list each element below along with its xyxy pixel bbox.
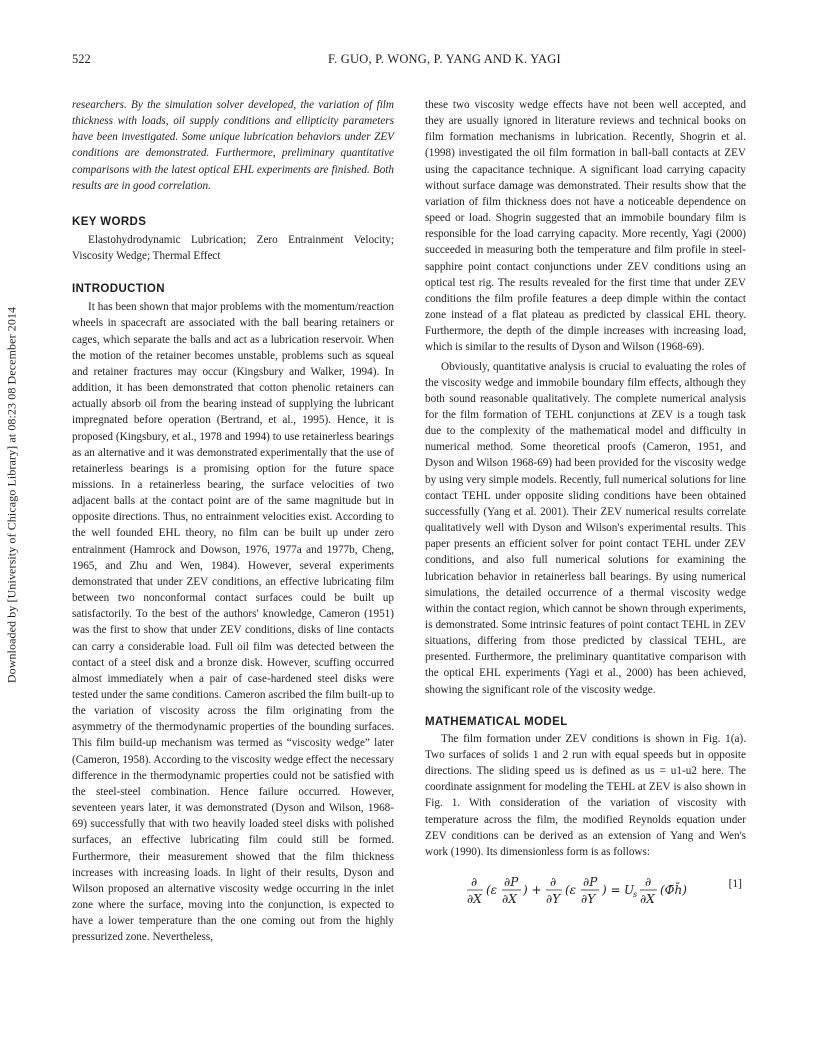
reynolds-equation [425, 864, 746, 906]
svg-text:∂Y: ∂Y [546, 892, 561, 907]
svg-text:∂X: ∂X [467, 892, 482, 907]
introduction-continuation: these two viscosity wedge effects have not been well accepted, and they are usually ignored in literature reviews and technical books on film formation mechanisms in lubrication. Recently, Shogrin et al. (1998) investigated the oil film formation in ball-ball contacts at ZEV using the capacitance technique. A significant load carrying capacity without surface damage was demonstrated. Their results show that the variation of film thickness does not have a noticeable dependence on speed or load. Shogrin suggested that an immobile boundary film is responsible for the load carrying capacity. More recently, Yagi (2000) succeeded in measuring both the temperature and film profile in steel-sapphire point contact conjunctions under ZEV conditions using an optical test rig. The results revealed for the first time that under ZEV conditions the film profile features a deep dimple within the contact zone instead of a flat plateau as predicted by classical EHL theory. Furthermore, the depth of the dimple increases with increasing load, which is similar to the results of Dyson and Wilson (1968-69). [425, 99, 746, 354]
svg-text:∂X: ∂X [502, 892, 517, 907]
mathematical-model-heading: MATHEMATICAL MODEL [425, 715, 568, 728]
introduction-heading: INTRODUCTION [72, 283, 165, 296]
keywords-text: Elastohydrodynamic Lubrication; Zero Entrainment Velocity; Viscosity Wedge; Thermal Effect [72, 233, 394, 263]
abstract-continuation: researchers. By the simulation solver developed, the variation of film thickness with loads, oil supply conditions and ellipticity parameters have been investigated. Some unique lubrication behaviors under ZEV conditions are demonstrated. Furthermore, preliminary quantitative comparisons with the latest optical EHL experiments are finished. Both results are in good correlation. [72, 99, 394, 192]
svg-text:s: s [633, 890, 638, 900]
svg-text:∂: ∂ [550, 875, 557, 890]
introduction-paragraph-2: Obviously, quantitative analysis is crucial to evaluating the roles of the viscosity wedge and immobile boundary film effects, although they both sound reasonable qualitatively. The complete numerical analysis for the film formation of TEHL conjunctions at ZEV is a tough task due to the complexity of the mathematical model and difficulty in numerical method. Some theoretical proofs (Cameron, 1951, and Dyson and Wilson 1968-69) had been provided for the viscosity wedge by using very simple models. Recently, full numerical solutions for line contact TEHL under opposite sliding conditions have been obtained successfully (Yang et al. 2001). Their ZEV numerical results correlate qualitatively well with Dyson and Wilson's experimental results. This paper presents an efficient solver for point contact TEHL under ZEV conditions, and also full numerical solutions for examining the lubrication behavior in retainerless ball bearings. By using numerical simulations, the detailed occurrence of a thermal viscosity wedge within the contact region, which cannot be shown through experiments, is demonstrated. Some intrinsic features of point contact TEHL in ZEV situations, differing from those predicted by classical TEHL, are presented. Furthermore, the preliminary quantitative comparison with the optical EHL experiments (Yagi et al., 2000) has been achieved, showing the significant role of the viscosity wedge. [425, 360, 746, 696]
keywords-heading: KEY WORDS [72, 215, 147, 228]
reynolds-equation-formula [465, 874, 705, 908]
mathematical-model-paragraph: The film formation under ZEV conditions is shown in Fig. 1(a). Two surfaces of solids 1 and 2 run with equal speeds but in opposite directions. The sliding speed us is defined as us = u1-u2 here. The coordinate assignment for modeling the TEHL at ZEV is also shown in Fig. 1. With consideration of the variation of viscosity with temperature across the film, the modified Reynolds equation under ZEV conditions can be derived as an extension of Yang and Wen's work (1990). Its dimensionless form is as follows: [425, 732, 746, 858]
equation-number: [1] [728, 878, 742, 891]
running-head: F. GUO, P. WONG, P. YANG AND K. YAGI [328, 52, 561, 66]
svg-text:∂P: ∂P [583, 875, 598, 890]
svg-text:(Φ̄h̄): (Φ̄h̄) [660, 883, 687, 898]
right-column [425, 97, 746, 906]
svg-text:U: U [624, 883, 635, 898]
svg-text:∂X: ∂X [640, 892, 655, 907]
download-watermark-text: Downloaded by [University of Chicago Library] at 08:23 08 December 2014 [4, 306, 19, 684]
svg-text:∂: ∂ [645, 875, 652, 890]
download-watermark [4, 306, 19, 684]
svg-text:) +: ) + [523, 883, 542, 898]
left-column [72, 97, 394, 946]
svg-text:∂: ∂ [471, 875, 478, 890]
svg-text:∂Y: ∂Y [581, 892, 596, 907]
introduction-paragraph: It has been shown that major problems with the momentum/reaction wheels in spacecraft are associated with the ball bearing retainers or cages, which separate the balls and act as a lubrication reservoir. When the motion of the retainer becomes unstable, problems such as squeal and retainer fractures may occur (Kingsbury and Walker, 1994). In addition, it has been demonstrated that cotton phenolic retainers can actually absorb oil from the bearing instead of supplying the lubricant impregnated before operation (Bertrand, et al., 1995). Hence, it is proposed (Kingsbury, et al., 1978 and 1994) to use retainerless bearings as an alternative and it was demonstrated experimentally that the use of retainerless bearings is a promising option for the future space missions. In a retainerless bearing, the surface velocities of two adjacent balls at the contact point are of the same magnitude but in opposite directions. Thus, no entrainment velocities exist. According to the well founded EHL theory, no film can be built up under zero entrainment (Hamrock and Dowson, 1976, 1977a and 1977b, Cheng, 1965, and Zhu and Wen, 1984). However, several experiments demonstrated that under ZEV conditions, an effective lubricating film between two nonconformal contact surfaces could be built up satisfactorily. To the best of the authors' knowledge, Cameron (1951) was the first to show that under ZEV conditions, disks of line contacts can carry a considerable load. Full oil film was detected between the contact of a steel disk and a bronze disk. However, scuffing occurred almost immediately when a pair of case-hardened steel disks were tested under the same conditions. Cameron ascribed the film built-up to the variation of viscosity across the film originating from the asymmetry of the thermodynamic properties of the bounding surfaces. This film build-up mechanism was termed as “viscosity wedge” later (Cameron, 1958). According to the viscosity wedge effect the necessary difference in the thermodynamic properties could not be satisfied with the steel-steel combination. Hence failure occurred. However, seventeen years later, it was demonstrated (Dyson and Wilson, 1968-69) successfully that with two heavily loaded steel disks with polished surfaces, an effective lubricating film could still be formed. Furthermore, their measurement showed that the film thickness increases with increasing loads. In light of their results, Dyson and Wilson proposed an alternative viscosity wedge occurring in the inlet zone where the surface, moving into the conjunction, is expected to have a lower temperature than the one coming out from the highly pressurized zone. Nevertheless, [72, 301, 394, 944]
page-number: 522 [72, 52, 91, 66]
svg-text:∂P: ∂P [504, 875, 519, 890]
svg-text:(ε: (ε [486, 883, 498, 898]
svg-text:) =: ) = [602, 883, 621, 898]
svg-text:(ε: (ε [565, 883, 577, 898]
